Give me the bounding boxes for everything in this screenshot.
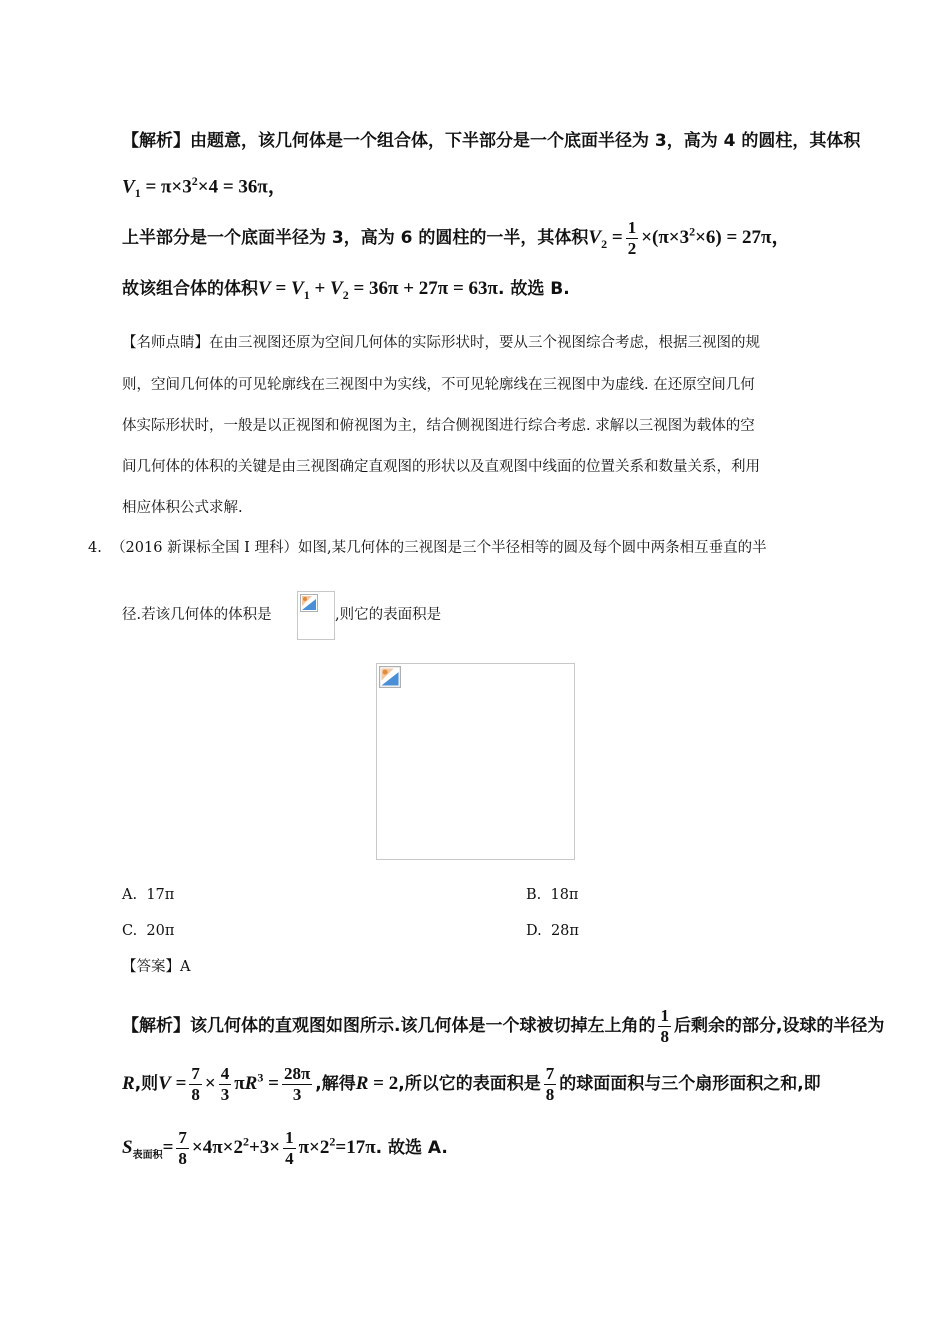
analysis1-end: . 故选 B. (497, 279, 570, 299)
f3-den: 3 (292, 1084, 302, 1104)
f2-den: 3 (220, 1084, 230, 1104)
three-view-figure-placeholder (376, 663, 575, 860)
analysis1-tag: 【解析】 (122, 131, 190, 151)
eq2-tail-b: ×6) = 27π， (695, 227, 791, 249)
analysis1-text1: 由题意，该几何体是一个组合体，下半部分是一个底面半径为 3，高为 4 的圆柱，其体积 (190, 131, 861, 151)
f2-num: 4 (220, 1064, 230, 1083)
g2-num: 1 (285, 1128, 294, 1147)
radius-symbol: R (122, 1073, 135, 1095)
analysis2-text2b: ,解得 (315, 1074, 356, 1095)
question-number: 4. (88, 540, 102, 556)
option-d[interactable] (526, 923, 579, 940)
eq2-fraction (626, 218, 639, 258)
analysis2-text2d: ,所以它的表面积是 (398, 1074, 541, 1095)
question4-line2-a: 径.若该几何体的体积是 (122, 607, 272, 623)
radius-value: = 2 (373, 1073, 399, 1095)
analysis2-text2a: ,则 (134, 1074, 159, 1095)
analysis2-line2: R,则V = $\frac{7}{8}$ × $\frac{4}{3}$ $\pi R^3$ = $\frac{28\pi}{3}$ ,解得R = 2,所以它的表面积是 $\frac{7}{8}$ 的球面面积与三个扇形面积之和,即 (122, 1064, 821, 1104)
option-a-value: 17π (146, 887, 175, 903)
teacher-note-line5: 相应体积公式求解. (122, 500, 243, 516)
volume-image-placeholder (297, 591, 335, 640)
option-b-label: B. (526, 887, 542, 903)
eq-sign-1: = (175, 1073, 187, 1095)
option-b-value: 18π (550, 887, 579, 903)
frac-7-8-b (544, 1064, 557, 1104)
option-c[interactable] (122, 923, 174, 940)
eq2-tail-a: ×(π×3 (641, 227, 690, 249)
eq3-body: = 36π + 27π = 63π (353, 278, 498, 299)
teacher-note-line3: 体实际形状时，一般是以正视图和俯视图为主，结合侧视图进行综合考虑. 求解以三视图为载体的空 (122, 418, 755, 434)
analysis2-text2e: 的球面面积与三个扇形面积之和,即 (559, 1074, 821, 1095)
eq-sign-2: = (268, 1073, 279, 1095)
answer-tag: 【答案】 (122, 959, 180, 975)
frac-7-8-c (176, 1128, 189, 1168)
analysis1-eq1: $V_1 = \pi\times 3^2\times 4 = 36\pi$， (122, 174, 287, 201)
teacher-note-line1 (122, 335, 760, 352)
surface-symbol: S (122, 1137, 133, 1159)
exp-1: 2 (242, 1134, 249, 1149)
frac-4-3 (219, 1064, 232, 1104)
cube-exp: 3 (257, 1070, 264, 1085)
question4-line2-b: ,则它的表面积是 (335, 607, 442, 623)
teacher-note-text: 在由三视图还原为空间几何体的实际形状时，要从三个视图综合考虑，根据三视图的规 (209, 335, 760, 351)
g2-den: 4 (285, 1148, 294, 1168)
option-d-value: 28π (550, 923, 579, 939)
analysis2-text1b: 后剩余的部分,设球的半径为 (673, 1016, 885, 1037)
f1-num: 7 (191, 1064, 200, 1083)
broken-image-icon (379, 666, 401, 688)
analysis2-line1 (122, 1006, 884, 1046)
f4-num: 7 (545, 1064, 555, 1083)
eq2-exp: 2 (689, 224, 696, 239)
term-2: +3× (248, 1137, 281, 1159)
analysis2-tag: 【解析】 (122, 1016, 190, 1037)
question4-line1 (88, 540, 767, 557)
option-a-label: A. (122, 887, 138, 903)
analysis1-text3: 上半部分是一个底面半径为 3，高为 6 的圆柱的一半，其体积 (122, 228, 589, 249)
result: =17π (335, 1137, 376, 1159)
option-a[interactable] (122, 887, 174, 904)
g1-den: 8 (178, 1148, 187, 1168)
frac-7-8 (189, 1064, 202, 1104)
f1-den: 8 (191, 1084, 200, 1104)
teacher-note-line4: 间几何体的体积的关键是由三视图确定直观图的形状以及直观图中线面的位置关系和数量关系，利用 (122, 459, 760, 475)
times-sign: × (204, 1073, 216, 1095)
eq2-frac-den: 2 (627, 238, 637, 258)
eq1-exp: 2 (191, 174, 198, 188)
analysis1-line1 (122, 131, 860, 151)
frac-num: 1 (660, 1006, 669, 1025)
exp-2: 2 (329, 1134, 336, 1149)
teacher-note-line2: 则，空间几何体的可见轮廓线在三视图中为实线，不可见轮廓线在三视图中为虚线. 在还原空间几何 (122, 377, 755, 393)
g1-num: 7 (178, 1128, 187, 1147)
option-c-value: 20π (146, 923, 175, 939)
analysis1-text4: 故该组合体的体积 (122, 279, 258, 299)
surface-subscript: 表面积 (132, 1149, 163, 1161)
option-d-label: D. (526, 923, 542, 939)
one-eighth-fraction (658, 1006, 671, 1046)
analysis2-text1a: 该几何体的直观图如图所示.该几何体是一个球被切掉左上角的 (190, 1016, 656, 1037)
f4-den: 8 (545, 1084, 555, 1104)
eq2-frac-num: 1 (627, 218, 637, 237)
option-c-label: C. (122, 923, 138, 939)
broken-image-icon (300, 594, 318, 612)
frac-1-4 (283, 1128, 296, 1168)
pi-symbol: π (234, 1073, 245, 1095)
analysis2-end: . 故选 A. (375, 1138, 448, 1159)
eq2-eq: = (611, 227, 623, 249)
teacher-note-tag: 【名师点睛】 (122, 335, 209, 351)
analysis2-line3 (122, 1128, 448, 1168)
frac-den: 8 (660, 1026, 669, 1046)
answer-line (122, 959, 190, 976)
answer-value: A (180, 959, 191, 975)
f3-num: 28π (283, 1064, 311, 1083)
frac-28pi-3 (282, 1064, 312, 1104)
term-1: ×4π×2 (191, 1137, 243, 1159)
question-text: （2016 新课标全国 I 理科）如图,某几何体的三视图是三个半径相等的圆及每个圆中两条相互垂直的半 (111, 540, 767, 556)
analysis1-line3: 上半部分是一个底面半径为 3，高为 6 的圆柱的一半，其体积$V_2$ = $\frac{1}{2}$ $\times(\pi\times 3^2\times 6) = 27\pi$， (122, 218, 791, 258)
eq-sign-3: = (162, 1137, 174, 1159)
term-3: π×2 (298, 1137, 330, 1159)
eq1-tail: ×4 = 36π， (197, 176, 287, 198)
option-b[interactable] (526, 887, 578, 904)
analysis1-line4: 故该组合体的体积$V = V_1 + V_2 = 36\pi + 27\pi = 63\pi$. 故选 B. (122, 278, 570, 302)
eq1-body: = π×3 (145, 176, 192, 198)
